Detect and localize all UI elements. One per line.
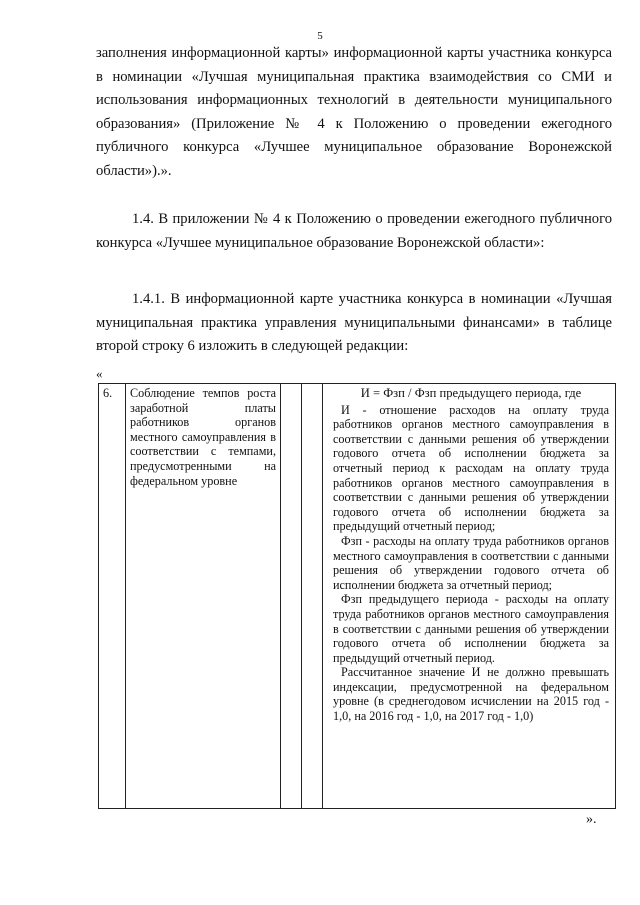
- page-number: 5: [317, 30, 323, 42]
- paragraph-1-4-1: 1.4.1. В информационной карте участника конкурса в номинации «Лучшая муниципальная практика управления муниципальными финансами» в таблице второй строку 6 изложить в следующей редакции:: [96, 291, 612, 355]
- definition-fzp-previous: Фзп предыдущего периода - расходы на оплату труда работников органов местного самоуправления в соответствии с данными решения об утверждении годового отчета об исполнении бюджета за предыдущий отчетный период.: [333, 592, 609, 665]
- criteria-table: [98, 383, 616, 809]
- empty-cell: [281, 384, 302, 809]
- criterion-cell: Соблюдение темпов роста заработной платы работников органов местного самоуправления в соответствии с темпами, предусмотренными на федеральном уровне: [126, 384, 281, 809]
- definition-limit: Рассчитанное значение И не должно превышать индексации, предусмотренной на федеральном уровне (в среднегодовом исчислении на 2015 год - 1,0, на 2016 год - 1,0, на 2017 год - 1,0): [333, 665, 609, 724]
- formula-cell: [323, 384, 616, 809]
- formula-line: И = Фзп / Фзп предыдущего периода, где: [360, 386, 582, 400]
- paragraph-1-4: 1.4. В приложении № 4 к Положению о проведении ежегодного публичного конкурса «Лучшее муниципальное образование Воронежской области»:: [96, 211, 612, 251]
- table-row: [99, 384, 616, 809]
- opening-quote: «: [96, 366, 103, 381]
- closing-quote: ».: [586, 812, 597, 827]
- paragraph-continuation: заполнения информационной карты» информационной карты участника конкурса в номинации «Лучшая муниципальная практика взаимодействия со СМИ и использования информационных технологий в деятельности муниципального образования» (Приложение № 4 к Положению о проведении ежегодного публичного конкурса «Лучшее муниципальное образование Воронежской области»).».: [96, 45, 612, 179]
- definition-fzp: Фзп - расходы на оплату труда работников органов местного самоуправления в соответствии с данными решения об утверждении годового отчета об исполнении бюджета за отчетный период;: [333, 533, 609, 592]
- row-number-cell: 6.: [99, 384, 126, 809]
- empty-cell: [302, 384, 323, 809]
- definition-index: И - отношение расходов на оплату труда работников органов местного самоуправления в соответствии с данными решения об утверждении годового отчета об исполнении бюджета за отчетный период к расходам на оплату труда работников органов местного самоуправления в соответствии с данными решения об утверждении годового отчета об исполнении бюджета за предыдущий отчетный период;: [333, 402, 609, 534]
